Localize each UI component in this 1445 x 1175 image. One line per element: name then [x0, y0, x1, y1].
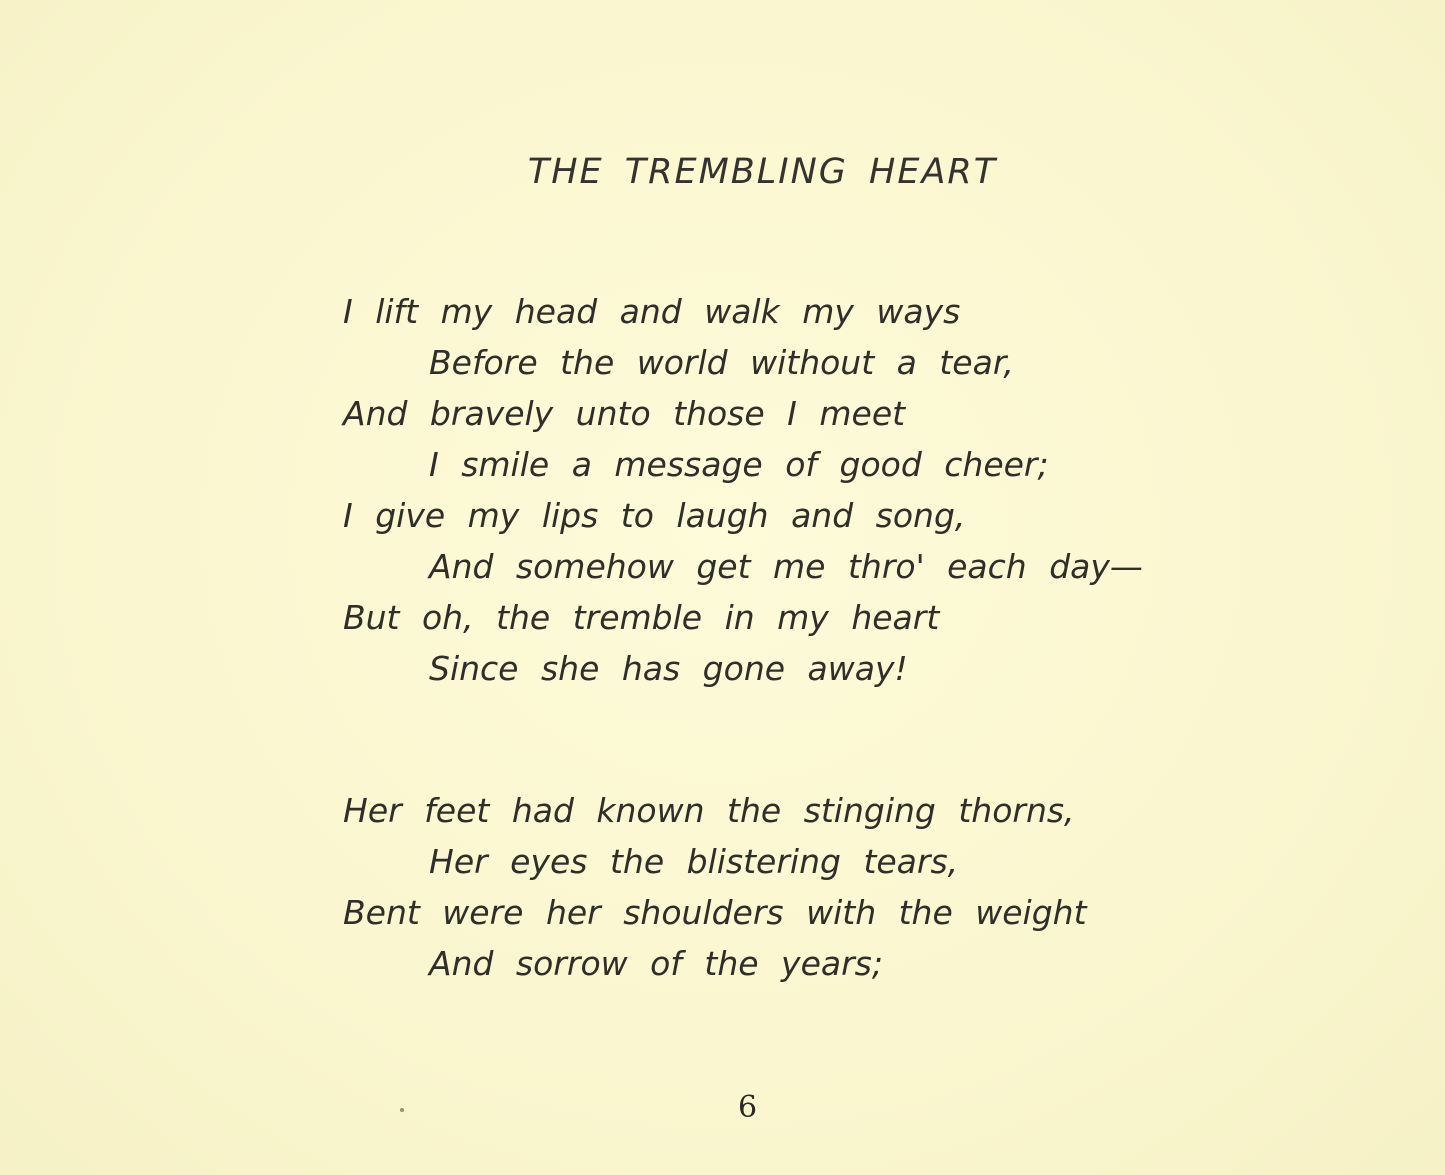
poem-line: I smile a message of good cheer; — [429, 445, 1049, 484]
poem-line: I give my lips to laugh and song, — [343, 496, 966, 535]
poem-line: And sorrow of the years; — [429, 944, 883, 983]
poem-line: I lift my head and walk my ways — [343, 292, 961, 331]
poem-line: And bravely unto those I meet — [343, 394, 906, 433]
poem-line: Bent were her shoulders with the weight — [343, 893, 1087, 932]
poem-title: THE TREMBLING HEART — [527, 152, 998, 192]
poem-line: Her eyes the blistering tears, — [429, 842, 959, 881]
poem-line: Before the world without a tear, — [429, 343, 1014, 382]
poem-line: But oh, the tremble in my heart — [343, 598, 940, 637]
page-number: 6 — [737, 1090, 758, 1125]
stanza-1 — [343, 286, 1143, 694]
stanza-2 — [343, 785, 1087, 989]
poem-line: Her feet had known the stinging thorns, — [343, 791, 1075, 830]
poem-line: Since she has gone away! — [429, 649, 908, 688]
poem-line: And somehow get me thro' each day— — [429, 547, 1143, 586]
